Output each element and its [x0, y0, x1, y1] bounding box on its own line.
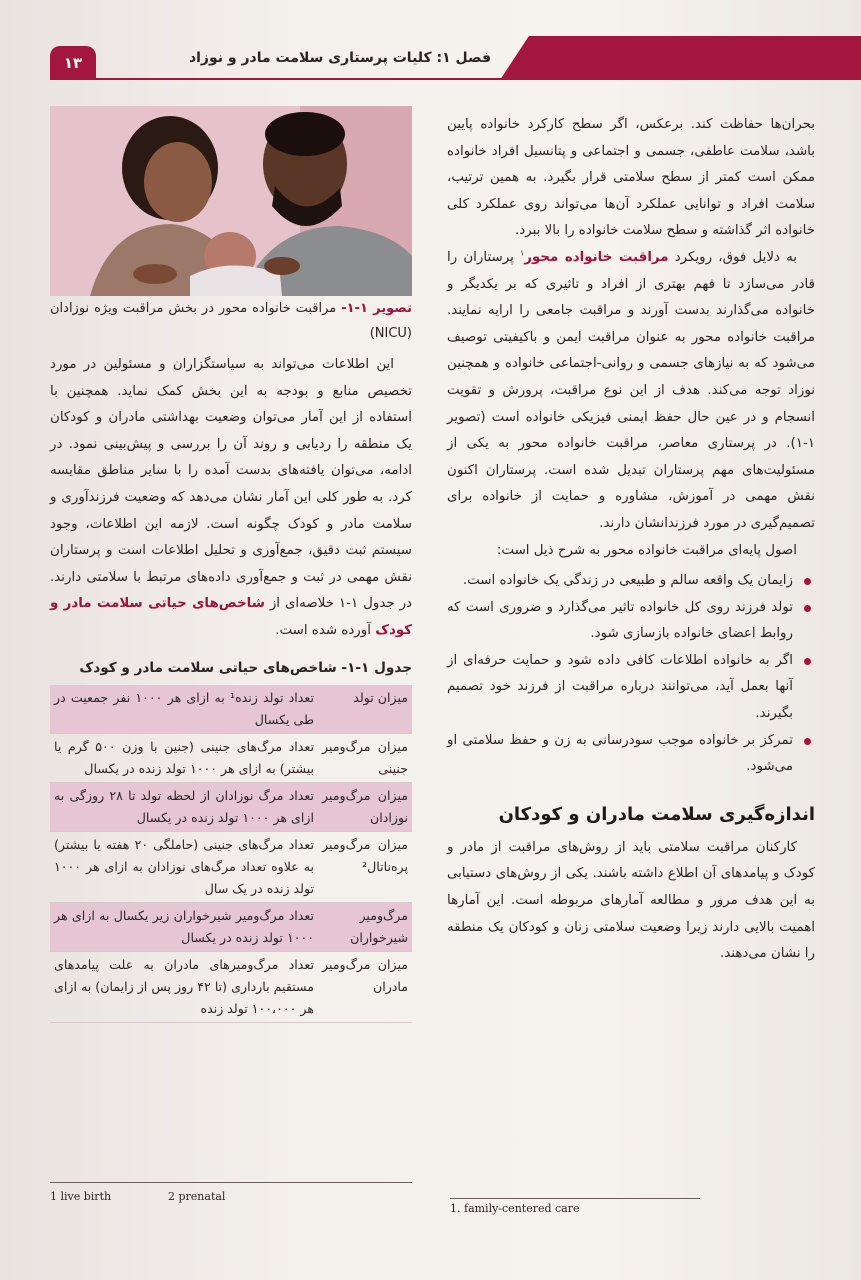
paragraph-start: این اطلاعات می‌تواند به سیاستگزاران و مسئولین در مورد تخصیص منابع و بودجه به این بخش کمک نماید. همچنین با استفاده از این آمار می‌توان وضعیت بهداشتی مادران و کودکان یک منطقه را ردیابی و روند آن را بررسی و پیش‌بینی نمود. در ادامه، می‌توان یافته‌های بدست آمده را با سایر مناطق مقایسه کرد. به طور کلی این آمار نشان می‌دهد که وضعیت فرزندآوری و سلامت مادر و کودک چگونه است. لازمه این اطلاعات، وجود سیستم ثبت دقیق، جمع‌آوری و تحلیل اطلاعات است و پرستاران نقش مهمی در ثبت و جمع‌آوری داده‌های مرتبط با سلامتی دارند. در جدول ۱-۱ خلاصه‌ای از: [50, 357, 412, 612]
table-cell-term: مرگ‌ومیر شیرخواران: [318, 903, 412, 952]
section-heading: اندازه‌گیری سلامت مادران و کودکان: [498, 803, 815, 825]
paragraph-measuring-health: کارکنان مراقبت سلامتی باید از روش‌های مراقبت از مادر و کودک و پیامدهای آن اطلاع داشته باشند. یکی از روش‌های دستیابی به این هدف مرور و مطالعه آمارهای مربوطه است. این آمارها اهمیت بالایی دارند زیرا وضعیت سلامتی زنان و کودکان یک منطقه را نشان می‌دهند.: [447, 839, 815, 962]
footnote-live-birth: 1 live birth: [50, 1190, 112, 1203]
footnote-rule-left: [50, 1182, 412, 1183]
footnote-marker: ۱: [519, 248, 525, 258]
table-cell-definition: تعداد مرگ نوزادان از لحظه تولد تا ۲۸ روزگی به ازای هر ۱۰۰۰ تولد زنده در یکسال: [50, 783, 318, 832]
list-item: تمرکز بر خانواده موجب سودرسانی به زن و حفظ سلامتی او می‌شود.: [447, 728, 815, 781]
header-rule: [50, 78, 861, 80]
footnote-rule-right: [450, 1198, 700, 1199]
table-cell-term: میزان مرگ‌ومیر پره‌ناتال²: [318, 832, 412, 903]
paragraph-rest: پرستاران را قادر می‌سازد تا فهم بهتری از افراد و تاثیری که بر یکدیگر و خانواده می‌گذارند بدست آورند و مراقبت جامعی را ارایه نمایند. مراقبت خانواده محور به عنوان مراقبت ایمن و باکیفیتی توصیف می‌شود که به نیازهای جسمی و روانی-اجتماعی خانواده و همچنین نوزاد توجه می‌کند. هدف از این نوع مراقبت، پرورش و تقویت انسجام و در عین حال حفظ ایمنی فیزیکی خانواده است (تصویر ۱-۱). در پرستاری معاصر، مراقبت خانواده محور به یکی از مسئولیت‌های مهم پرستاران تبدیل شده است. پرستاران اکنون نقش مهمی در آموزش، مشاوره و حمایت از خانواده برای تصمیم‌گیری در مورد فرزندانشان دارند.: [447, 249, 815, 531]
figure-caption: [50, 296, 412, 346]
list-item: اگر به خانواده اطلاعات کافی داده شود و حمایت حرفه‌ای از آنها بعمل آید، می‌توانند درباره مراقبت از فرزند خود تصمیم بگیرند.: [447, 648, 815, 728]
table-row: [50, 952, 412, 1023]
table-cell-definition: تعداد مرگ‌ومیر شیرخواران زیر یکسال به ازای هر ۱۰۰۰ تولد زنده در یکسال: [50, 903, 318, 952]
table-cell-term: میزان تولد: [318, 685, 412, 734]
highlight-term-family-centered-care: مراقبت خانواده محور: [524, 249, 669, 265]
table-cell-definition: تعداد مرگ‌ومیرهای مادران به علت پیامدهای مستقیم بارداری (تا ۴۲ روز پس از زایمان) به ازای هر ۱۰۰،۰۰۰ تولد زنده: [50, 952, 318, 1023]
paragraph-statistics: [50, 352, 412, 645]
table-cell-term: میزان مرگ‌ومیر مادران: [318, 952, 412, 1023]
paragraph-family-function: بحران‌ها حفاظت کند. برعکس، اگر سطح کارکرد خانواده پایین باشد، سلامت عاطفی، جسمی و اجتماعی و پتانسیل افراد خانواده ممکن است کمتر از سطح سلامتی قرار بگیرد. به همین ترتیب، سلامت افراد و توانایی عملکرد آن‌ها می‌تواند روی عملکرد کلی خانواده اثر گذاشته و سطح سلامت خانواده را بالا ببرد.: [447, 117, 815, 239]
caption-text: مراقبت خانواده محور در بخش مراقبت ویژه نوزادان (NICU): [50, 301, 412, 341]
paragraph-principles-intro: اصول پایه‌ای مراقبت خانواده محور به شرح ذیل است:: [496, 542, 797, 558]
paragraph-family-centered-care: [447, 245, 815, 538]
vital-indicators-table: [50, 685, 412, 1023]
family-photo-illustration: [50, 106, 412, 296]
right-column: [447, 112, 815, 968]
table-row: [50, 832, 412, 903]
bullet-icon: [804, 578, 811, 585]
list-item: زایمان یک واقعه سالم و طبیعی در زندگی یک خانواده است.: [447, 568, 815, 595]
highlight-term-vital-indicators: شاخص‌های حیاتی سلامت مادر و کودک: [50, 596, 412, 638]
table-cell-definition: تعداد تولد زنده¹ به ازای هر ۱۰۰۰ نفر جمعیت در طی یکسال: [50, 685, 318, 734]
table-row: [50, 783, 412, 832]
table-cell-definition: تعداد مرگ‌های جنینی (حاملگی ۲۰ هفته یا بیشتر) به علاوه تعداد مرگ‌های نوزادان به ازای هر ۱۰۰۰ تولد زنده در یک سال: [50, 832, 318, 903]
bullet-icon: [804, 658, 811, 665]
bullet-icon: [804, 738, 811, 745]
table-title: جدول ۱-۱- شاخص‌های حیاتی سلامت مادر و کودک: [79, 659, 412, 676]
family-photo: [50, 106, 412, 296]
chapter-title: فصل ۱: کلیات پرستاری سلامت مادر و نوزاد: [188, 50, 491, 66]
caption-label: تصویر ۱-۱-: [341, 301, 412, 316]
principles-list: [447, 568, 815, 781]
table-cell-term: میزان مرگ‌ومیر جنینی: [318, 734, 412, 783]
table-cell-definition: تعداد مرگ‌های جنینی (جنین با وزن ۵۰۰ گرم یا بیشتر) به ازای هر ۱۰۰۰ تولد زنده در یکسال: [50, 734, 318, 783]
table-row: [50, 903, 412, 952]
bullet-icon: [804, 605, 811, 612]
left-column: [50, 106, 412, 1023]
header-band: [500, 36, 861, 80]
paragraph-start: به دلایل فوق، رویکرد: [674, 249, 797, 265]
footnote-family-centered-care: 1. family-centered care: [450, 1202, 580, 1215]
table-row: [50, 734, 412, 783]
list-item: تولد فرزند روی کل خانواده تاثیر می‌گذارد و ضروری است که روابط اعضای خانواده بازسازی شود.: [447, 595, 815, 648]
paragraph-end: آورده شده است.: [275, 622, 371, 638]
table-row: [50, 685, 412, 734]
footnote-prenatal: 2 prenatal: [168, 1190, 226, 1203]
page-number: ۱۳: [50, 46, 96, 80]
table-cell-term: میزان مرگ‌ومیر نوزادان: [318, 783, 412, 832]
